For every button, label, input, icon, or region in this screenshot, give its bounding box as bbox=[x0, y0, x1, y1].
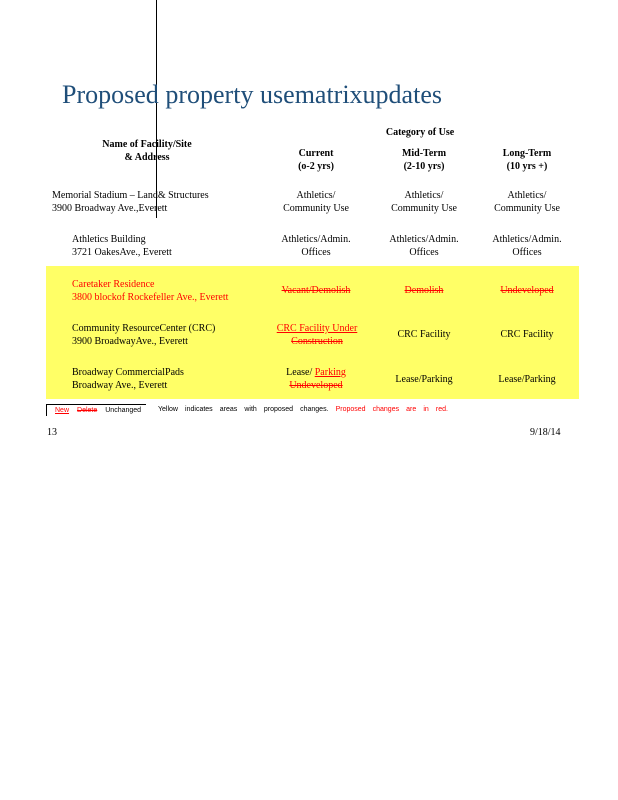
legend-note bbox=[158, 406, 448, 413]
cell-text-deleted: Construction bbox=[291, 336, 343, 347]
cell-text: Community Use bbox=[283, 203, 349, 214]
title-word: property bbox=[165, 80, 254, 109]
row-long-use bbox=[477, 189, 577, 215]
cell-text: Athletics/Admin. bbox=[492, 234, 562, 245]
cell-text: Community Use bbox=[494, 203, 560, 214]
note-word: in bbox=[423, 406, 429, 413]
cell-text: Offices bbox=[301, 247, 331, 258]
table-row-name bbox=[72, 233, 232, 259]
cell-text: Athletics/Admin. bbox=[389, 234, 459, 245]
row-current-use-deleted: Vacant/Demolish bbox=[281, 285, 351, 296]
cell-text: Lease/ bbox=[286, 367, 313, 378]
row-name-line1: Broadway CommercialPads bbox=[72, 367, 184, 378]
table-row-name bbox=[72, 322, 252, 348]
row-long-use: CRC Facility bbox=[500, 329, 554, 340]
note-word: are bbox=[406, 406, 417, 413]
row-name-line1: Athletics Building bbox=[72, 234, 146, 245]
header-mid-label: Mid-Term bbox=[401, 148, 447, 159]
row-address-line: Broadway Ave., Everett bbox=[72, 380, 168, 391]
row-name-line1: Caretaker Residence bbox=[72, 279, 155, 290]
row-long-use-deleted: Undeveloped bbox=[500, 285, 554, 296]
header-current-label: Current bbox=[298, 148, 334, 159]
row-mid-use: CRC Facility bbox=[397, 329, 451, 340]
cell-text: Offices bbox=[409, 247, 439, 258]
legend bbox=[46, 404, 146, 416]
row-mid-use: Lease/Parking bbox=[395, 374, 453, 385]
title-word: usematrixupdates bbox=[260, 80, 442, 109]
row-name-line1: Memorial Stadium – Land& Structures bbox=[52, 190, 209, 201]
table-row-name bbox=[52, 189, 232, 215]
row-address-line: 3900 BroadwayAve., Everett bbox=[72, 336, 188, 347]
cell-text: Athletics/ bbox=[404, 190, 444, 201]
table-row-name bbox=[72, 278, 262, 304]
header-mid-range: (2-10 yrs) bbox=[403, 161, 445, 172]
page-number: 13 bbox=[47, 427, 57, 438]
header-current bbox=[266, 147, 366, 173]
header-category: Category of Use bbox=[385, 127, 455, 138]
header-long-range: (10 yrs +) bbox=[506, 161, 548, 172]
cell-text: Athletics/ bbox=[296, 190, 336, 201]
legend-delete: Delete bbox=[77, 407, 98, 414]
legend-unchanged: Unchanged bbox=[105, 407, 142, 414]
cell-text: Athletics/Admin. bbox=[281, 234, 351, 245]
row-address-line: 3800 blockof Rockefeller Ave., Everett bbox=[72, 292, 229, 303]
title-word: Proposed bbox=[62, 80, 159, 109]
cell-text-deleted: Undeveloped bbox=[289, 380, 343, 391]
page-title bbox=[62, 78, 442, 112]
note-word: Proposed bbox=[335, 406, 366, 413]
row-current-use bbox=[266, 189, 366, 215]
row-long-use bbox=[477, 233, 577, 259]
note-word: with bbox=[244, 406, 257, 413]
note-word: changes. bbox=[300, 406, 329, 413]
note-word: Yellow bbox=[158, 406, 178, 413]
row-current-use bbox=[262, 322, 372, 348]
header-current-range: (o-2 yrs) bbox=[298, 161, 334, 172]
row-name-line1: Community ResourceCenter (CRC) bbox=[72, 323, 216, 334]
header-name bbox=[72, 138, 222, 164]
cell-text-new: Parking bbox=[314, 367, 346, 378]
cell-text: Community Use bbox=[391, 203, 457, 214]
row-current-use bbox=[266, 366, 366, 392]
table-row-name bbox=[72, 366, 252, 392]
cell-text: Athletics/ bbox=[507, 190, 547, 201]
header-mid bbox=[374, 147, 474, 173]
row-long-use: Lease/Parking bbox=[498, 374, 556, 385]
header-long-label: Long-Term bbox=[502, 148, 552, 159]
header-long bbox=[477, 147, 577, 173]
note-word: areas bbox=[219, 406, 238, 413]
row-address-line: 3721 OakesAve., Everett bbox=[72, 247, 172, 258]
legend-new: New bbox=[55, 407, 70, 414]
note-word: red. bbox=[435, 406, 448, 413]
header-name-line2: & Address bbox=[124, 152, 170, 163]
cell-text-new: CRC Facility Under bbox=[276, 323, 358, 334]
note-word: proposed bbox=[263, 406, 294, 413]
cell-text: Offices bbox=[512, 247, 542, 258]
row-address-line: 3900 Broadway Ave.,Everett bbox=[52, 203, 168, 214]
row-mid-use bbox=[374, 233, 474, 259]
row-current-use bbox=[266, 233, 366, 259]
row-mid-use-deleted: Demolish bbox=[404, 285, 444, 296]
row-mid-use bbox=[374, 189, 474, 215]
note-word: indicates bbox=[185, 406, 213, 413]
header-name-line1: Name of Facility/Site bbox=[102, 139, 192, 150]
note-word: changes bbox=[372, 406, 400, 413]
cell-line bbox=[266, 366, 366, 379]
footer-date: 9/18/14 bbox=[530, 427, 561, 438]
